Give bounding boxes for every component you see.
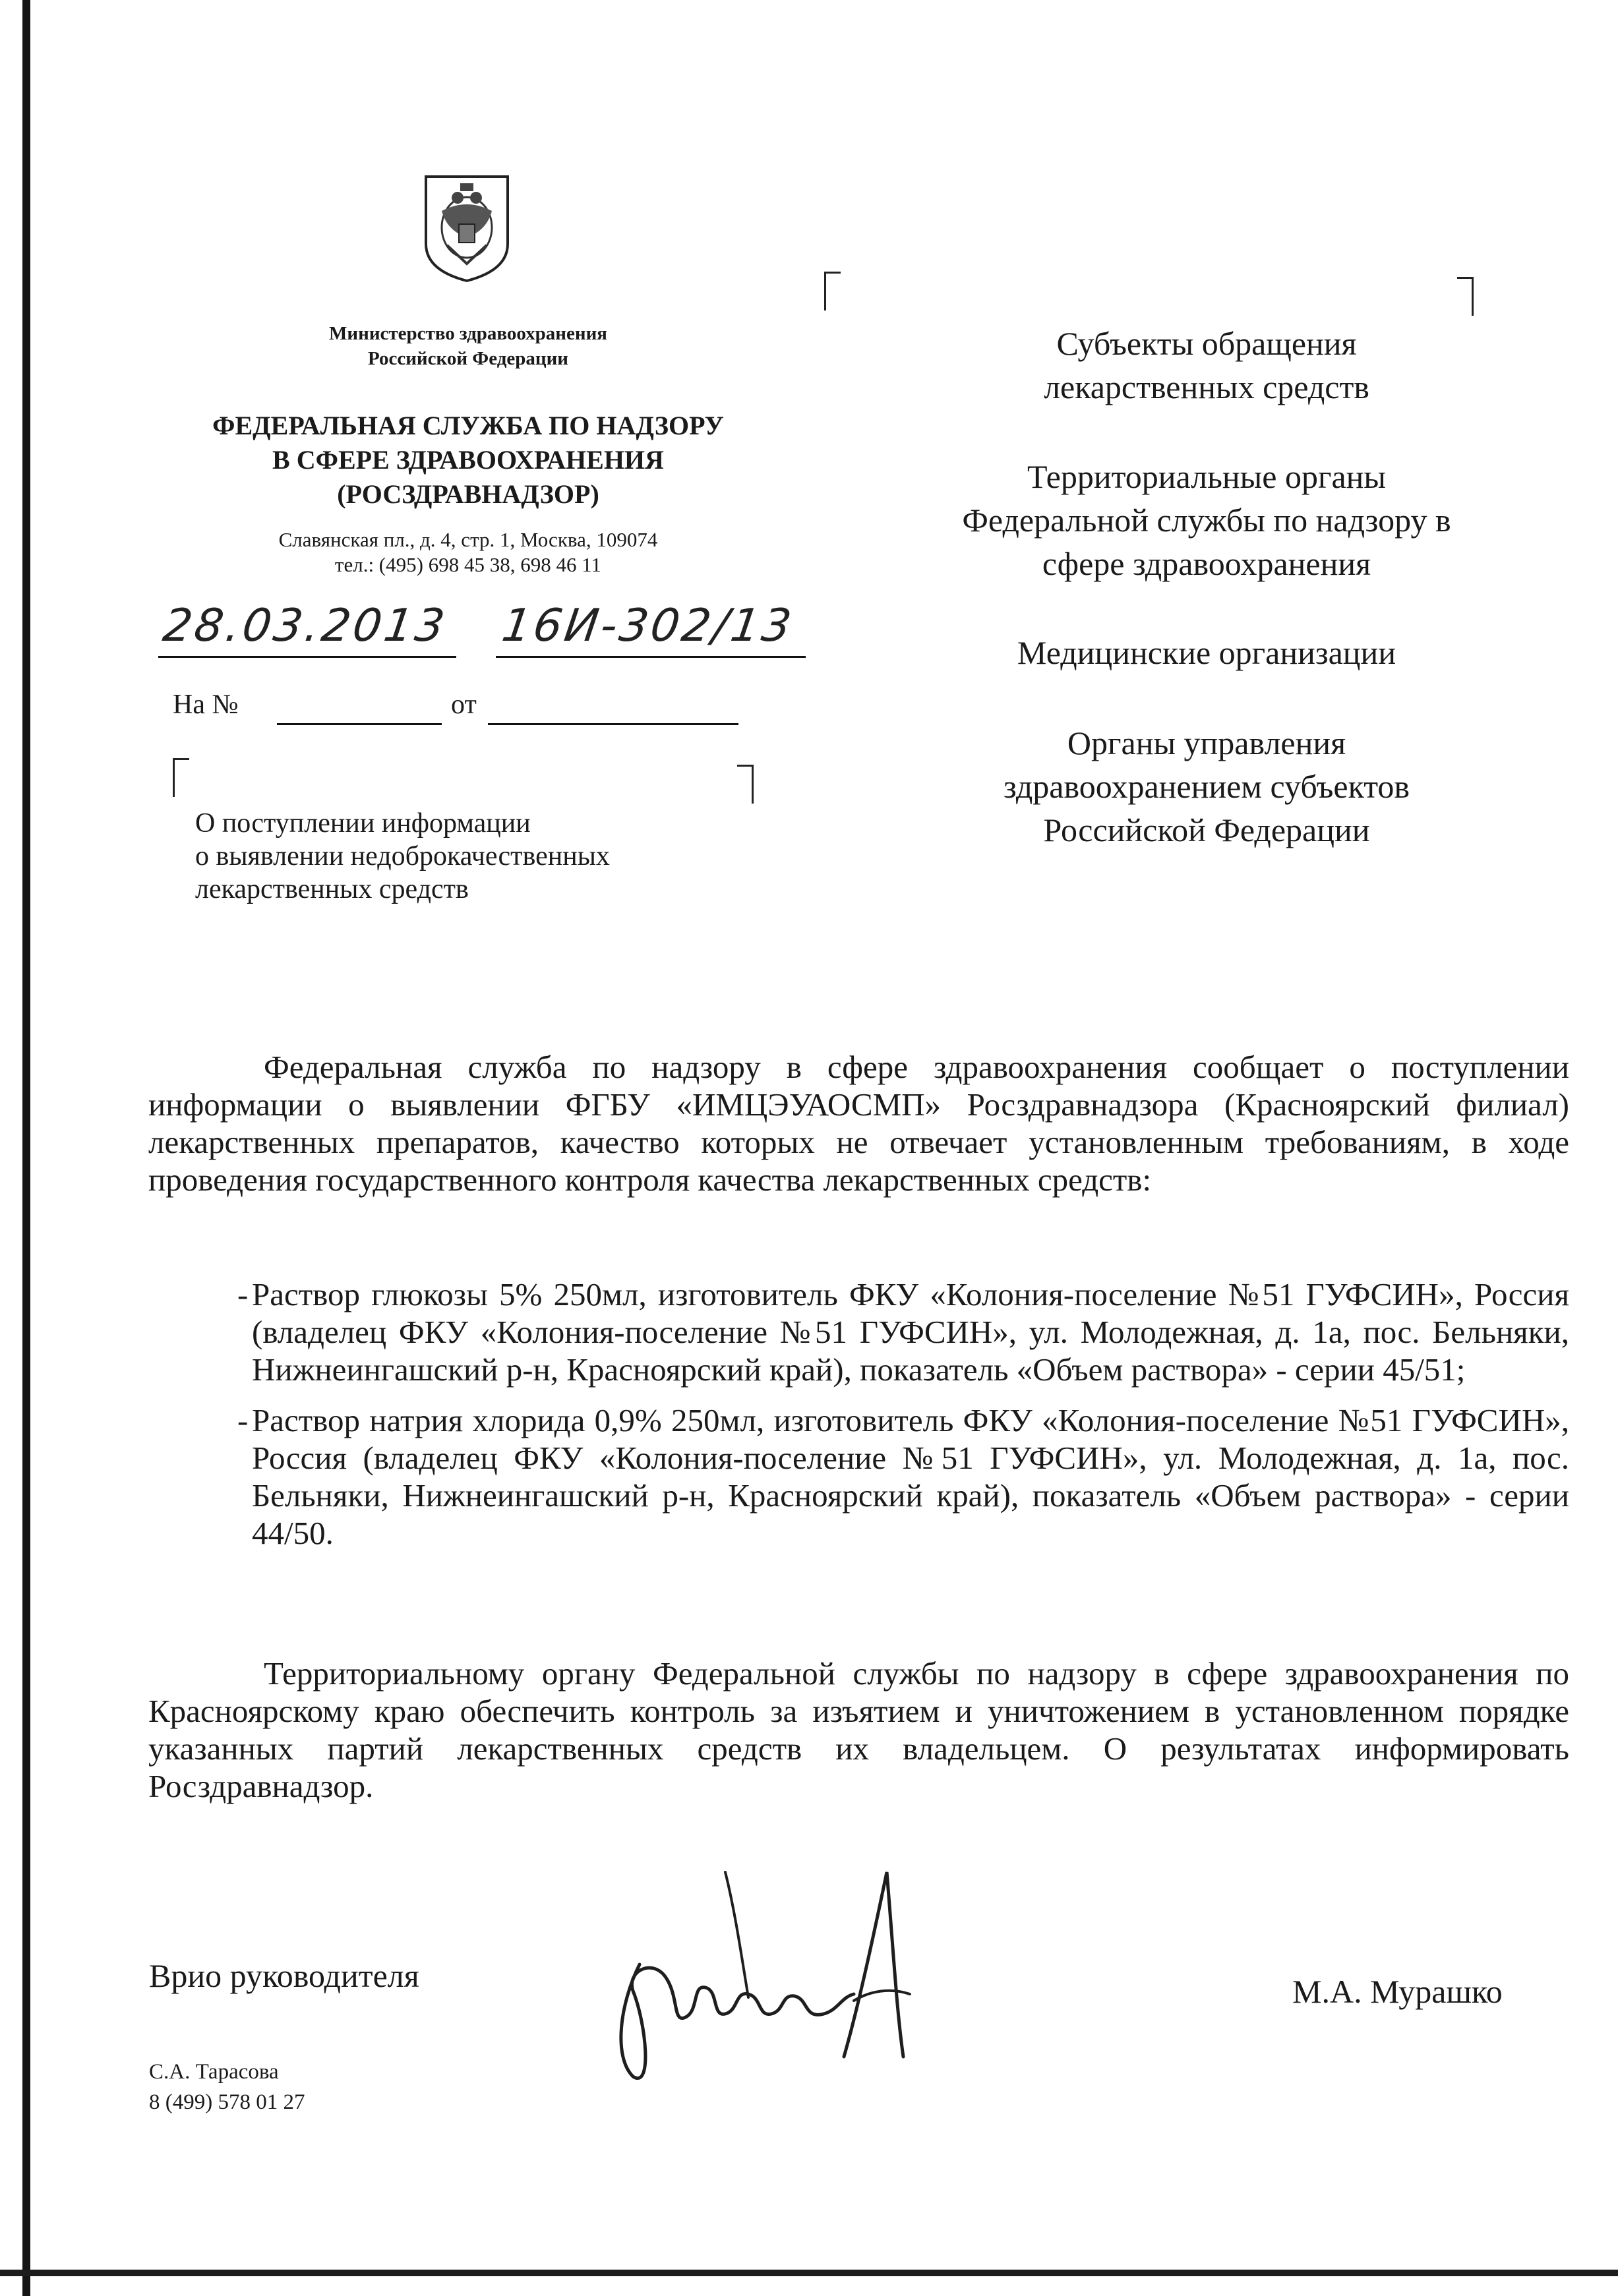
addressee-line: Медицинские организации [1017, 634, 1396, 671]
drug-list [237, 1276, 1569, 1565]
ref-number-blank [277, 723, 442, 725]
service-line: ФЕДЕРАЛЬНАЯ СЛУЖБА ПО НАДЗОРУ [212, 411, 724, 440]
subject-corner-right [737, 765, 754, 804]
addressee-line: лекарственных средств [1044, 368, 1369, 405]
signatory-title: Врио руководителя [149, 1957, 419, 1994]
scan-border-left [22, 0, 30, 2296]
service-line: (РОСЗДРАВНАДЗОР) [337, 479, 599, 509]
handwritten-signature [593, 1859, 949, 2103]
list-item: - Раствор натрия хлорида 0,9% 250мл, изготовитель ФКУ «Колония-поселение №51 ГУФСИН», Россия (владелец ФКУ «Колония-поселение №51 ГУФСИН», ул. Молодежная, д. 1а, пос. Бельняки, Нижнеингашский р-н, Красноярский край), показатель «Объем раствора» - серии 44/50. [252, 1401, 1569, 1552]
addressee-line: Органы управления [1067, 724, 1346, 761]
coat-of-arms-icon [414, 171, 520, 283]
addressee-block [857, 631, 1556, 674]
registration-number: 16И-302/13 [498, 600, 797, 652]
service-name [152, 409, 785, 512]
executor-name: С.А. Тарасова [149, 2060, 279, 2084]
ministry-name [284, 321, 653, 371]
addressee-line: Субъекты обращения [1056, 325, 1357, 362]
subject-line: о выявлении недоброкачественных [195, 841, 610, 871]
address-line: Славянская пл., д. 4, стр. 1, Москва, 109074 [278, 528, 658, 551]
sender-address [198, 527, 738, 577]
registration-date: 28.03.2013 [160, 600, 450, 652]
scan-border-bottom [0, 2270, 1618, 2276]
ref-number-label: На № [173, 690, 239, 720]
ministry-line: Министерство здравоохранения [329, 323, 607, 344]
ref-date-blank [488, 723, 738, 725]
subject-corner-left [173, 758, 189, 797]
list-item: - Раствор глюкозы 5% 250мл, изготовитель ФКУ «Колония-поселение №51 ГУФСИН», Россия (владелец ФКУ «Колония-поселение №51 ГУФСИН», ул. Молодежная, д. 1а, пос. Бельняки, Нижнеингашский р-н, Красноярский край), показатель «Объем раствора» - серии 45/51; [252, 1276, 1569, 1388]
phone-line: тел.: (495) 698 45 38, 698 46 11 [334, 553, 602, 576]
signatory-name: М.А. Мурашко [1292, 1973, 1503, 2010]
addressee-line: сфере здравоохранения [1042, 545, 1371, 582]
body-intro [148, 1048, 1569, 1198]
closing-paragraph: Территориальному органу Федеральной службы по надзору в сфере здравоохранения по Красноярскому краю обеспечить контроль за изъятием и уничтожением в установленном порядке указанных партий лекарственных средств их владельцем. О результатах информировать Росздравнадзор. [148, 1655, 1569, 1804]
addressee-block [857, 455, 1556, 585]
service-line: В СФЕРЕ ЗДРАВООХРАНЕНИЯ [272, 445, 664, 475]
ministry-line: Российской Федерации [367, 348, 568, 369]
intro-paragraph: Федеральная служба по надзору в сфере здравоохранения сообщает о поступлении информации о выявлении ФГБУ «ИМЦЭУАОСМП» Росздравнадзора (Красноярский филиал) лекарственных препаратов, качество которых не отвечает установленным требованиям, в ходе проведения государственного контроля качества лекарственных средств: [148, 1049, 1569, 1198]
addressee-line: Территориальные органы [1027, 458, 1387, 495]
executor-phone: 8 (499) 578 01 27 [149, 2090, 305, 2114]
addressee-block [857, 721, 1556, 852]
addressee-line: Федеральной службы по надзору в [962, 502, 1451, 539]
addressee-line: Российской Федерации [1043, 811, 1370, 848]
ref-date-label: от [451, 690, 477, 720]
subject-line: О поступлении информации [195, 808, 531, 839]
subject-line: лекарственных средств [195, 874, 469, 904]
addressee-block [857, 322, 1556, 409]
executor-info [149, 2057, 305, 2117]
body-closing [148, 1655, 1569, 1805]
addressee-corner-right [1457, 277, 1474, 316]
letter-subject [195, 807, 742, 906]
addressee-line: здравоохранением субъектов [1003, 768, 1410, 805]
number-underline [496, 656, 806, 658]
date-underline [158, 656, 456, 658]
addressee-corner-left [824, 272, 841, 310]
